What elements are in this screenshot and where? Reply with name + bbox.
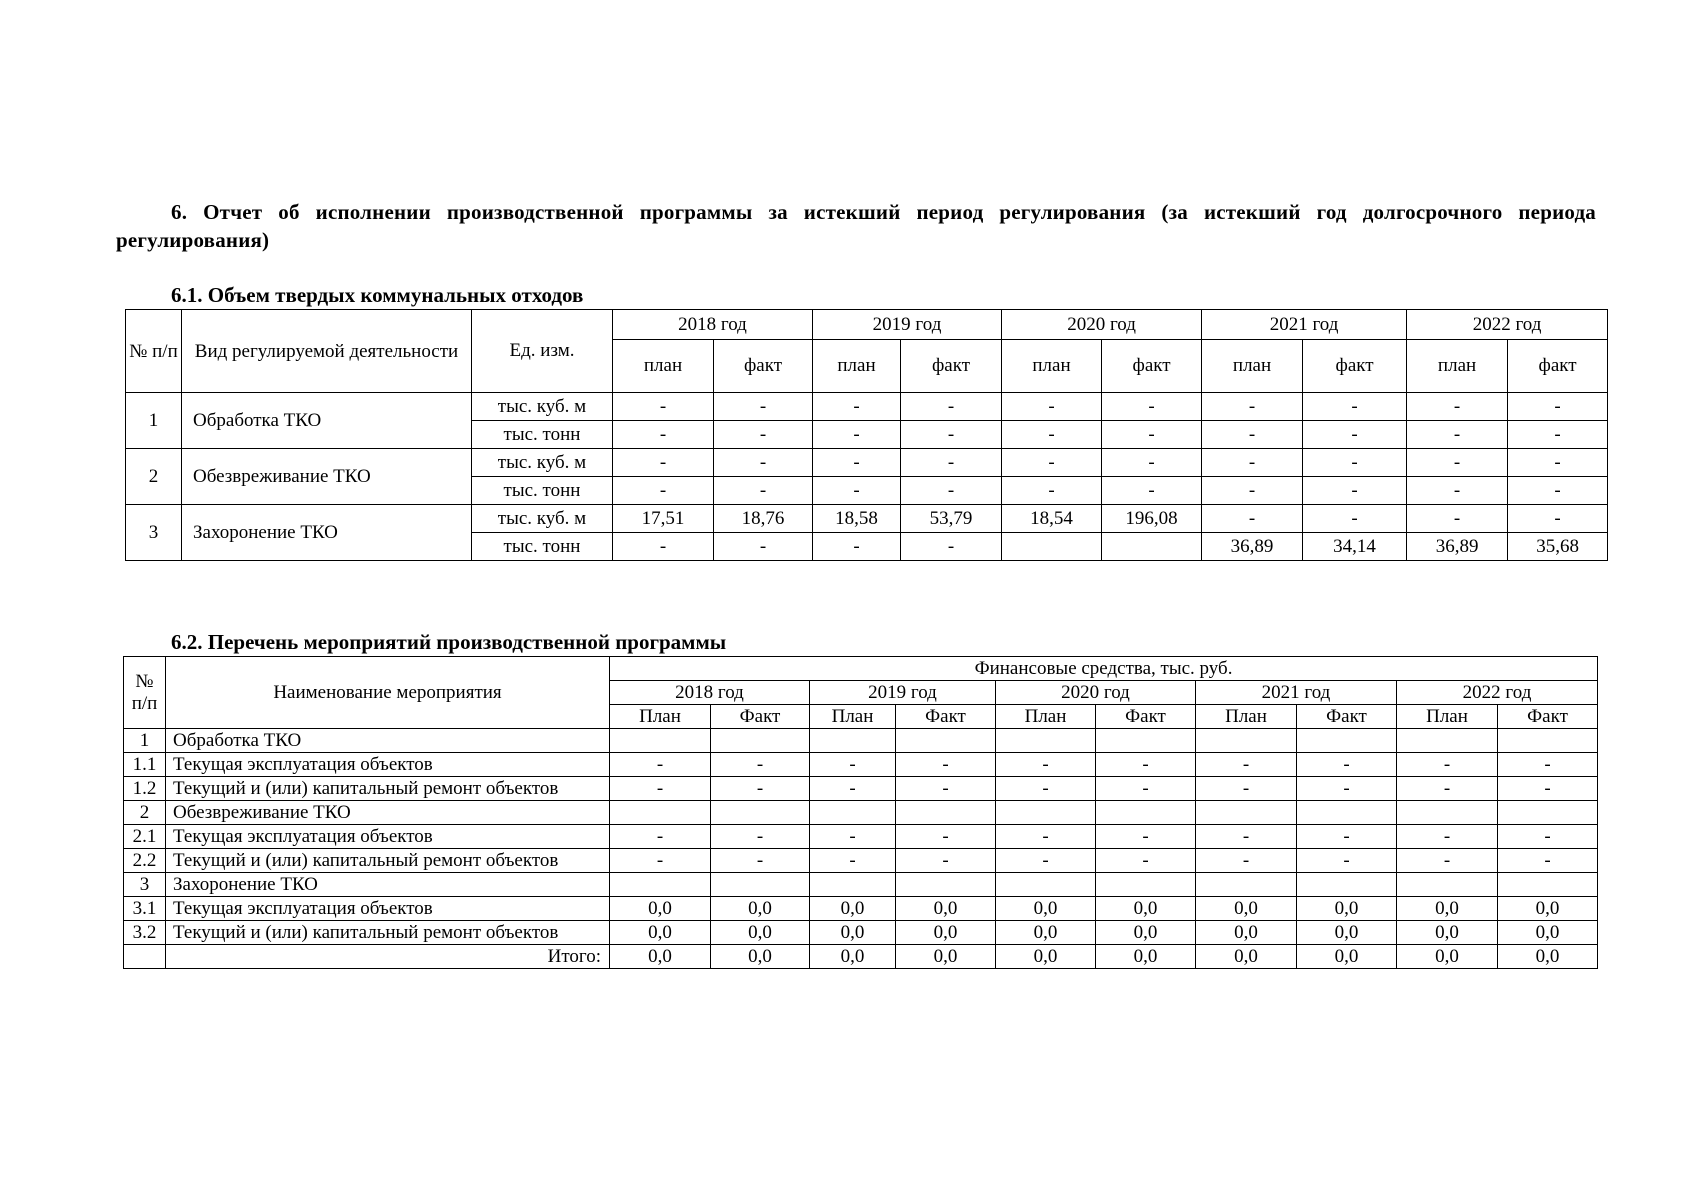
row-name: Текущая эксплуатация объектов (166, 753, 610, 777)
row-name: Обезвреживание ТКО (166, 801, 610, 825)
value-cell: 0,0 (711, 897, 810, 921)
header-plan: План (1397, 705, 1498, 729)
total-label: Итого: (166, 945, 610, 969)
value-cell (810, 729, 896, 753)
header-year-2022: 2022 год (1397, 681, 1598, 705)
value-cell: - (996, 825, 1096, 849)
value-cell: 0,0 (996, 897, 1096, 921)
value-cell: - (1397, 849, 1498, 873)
row-num: 1 (124, 729, 166, 753)
total-value-cell: 0,0 (1498, 945, 1598, 969)
row-name: Текущая эксплуатация объектов (166, 897, 610, 921)
header-year-2018: 2018 год (613, 310, 813, 340)
value-cell: - (1202, 393, 1303, 421)
value-cell: - (1096, 753, 1196, 777)
value-cell: - (1498, 777, 1598, 801)
row-name: Текущий и (или) капитальный ремонт объектов (166, 921, 610, 945)
row-name: Обработка ТКО (166, 729, 610, 753)
value-cell: - (1297, 777, 1397, 801)
table-row (126, 505, 1608, 533)
value-cell (1096, 729, 1196, 753)
value-cell: - (1096, 849, 1196, 873)
value-cell: - (996, 777, 1096, 801)
value-cell (896, 873, 996, 897)
row-num: 1.1 (124, 753, 166, 777)
value-cell: - (1498, 849, 1598, 873)
value-cell (810, 801, 896, 825)
value-cell: - (1508, 421, 1608, 449)
value-cell: - (1196, 753, 1297, 777)
value-cell: - (901, 477, 1002, 505)
table-row (124, 753, 1598, 777)
value-cell: 18,58 (813, 505, 901, 533)
header-year-2019: 2019 год (810, 681, 996, 705)
value-cell: 0,0 (896, 897, 996, 921)
header-fact: Факт (711, 705, 810, 729)
value-cell: 0,0 (1498, 921, 1598, 945)
row-num: 3 (124, 873, 166, 897)
section-title-activities: 6.2. Перечень мероприятий производственной программы (171, 630, 727, 654)
value-cell (610, 801, 711, 825)
value-cell (1002, 533, 1102, 561)
value-cell: - (1002, 477, 1102, 505)
row-activity: Обработка ТКО (182, 393, 472, 449)
total-value-cell: 0,0 (810, 945, 896, 969)
header-year-2022: 2022 год (1407, 310, 1608, 340)
value-cell: 0,0 (1397, 897, 1498, 921)
value-cell: 0,0 (996, 921, 1096, 945)
value-cell: - (813, 393, 901, 421)
value-cell: 18,54 (1002, 505, 1102, 533)
value-cell: 0,0 (1196, 897, 1297, 921)
header-year-2021: 2021 год (1196, 681, 1397, 705)
value-cell: - (813, 533, 901, 561)
row-num: 2.2 (124, 849, 166, 873)
value-cell: - (711, 825, 810, 849)
value-cell: - (996, 849, 1096, 873)
heading-text: 6. Отчет об исполнении производственной программы за истекший период регулирования (за истекший год долгосрочного периода регулирования) (116, 200, 1596, 252)
header-num: № п/п (126, 310, 182, 393)
value-cell: - (1102, 449, 1202, 477)
table-row (124, 873, 1598, 897)
total-value-cell: 0,0 (1297, 945, 1397, 969)
value-cell: - (1303, 393, 1407, 421)
header-plan: план (813, 340, 901, 393)
total-value-cell: 0,0 (1096, 945, 1196, 969)
row-num: 1 (126, 393, 182, 449)
header-plan: план (1002, 340, 1102, 393)
row-num: 3.1 (124, 897, 166, 921)
value-cell (996, 873, 1096, 897)
value-cell (1498, 873, 1598, 897)
value-cell: - (810, 825, 896, 849)
value-cell: - (813, 449, 901, 477)
header-year-2020: 2020 год (1002, 310, 1202, 340)
row-unit: тыс. куб. м (472, 449, 613, 477)
header-plan: План (1196, 705, 1297, 729)
header-fact: Факт (1498, 705, 1598, 729)
row-activity: Обезвреживание ТКО (182, 449, 472, 505)
value-cell: - (813, 477, 901, 505)
value-cell: - (896, 849, 996, 873)
value-cell: - (613, 421, 714, 449)
value-cell: - (1508, 477, 1608, 505)
value-cell: - (901, 533, 1002, 561)
section-title-waste-volume: 6.1. Объем твердых коммунальных отходов (171, 283, 584, 307)
value-cell: - (1202, 477, 1303, 505)
value-cell: - (1407, 477, 1508, 505)
value-cell (1297, 873, 1397, 897)
header-year-2020: 2020 год (996, 681, 1196, 705)
total-value-cell: 0,0 (711, 945, 810, 969)
value-cell: 0,0 (1096, 897, 1196, 921)
value-cell: 53,79 (901, 505, 1002, 533)
value-cell: 0,0 (1297, 897, 1397, 921)
value-cell: - (1196, 825, 1297, 849)
row-num: 1.2 (124, 777, 166, 801)
row-unit: тыс. тонн (472, 533, 613, 561)
value-cell (1397, 801, 1498, 825)
value-cell: - (901, 449, 1002, 477)
value-cell: 17,51 (613, 505, 714, 533)
value-cell: - (1297, 849, 1397, 873)
total-value-cell: 0,0 (610, 945, 711, 969)
value-cell: - (714, 449, 813, 477)
value-cell: - (711, 777, 810, 801)
value-cell: - (896, 825, 996, 849)
header-fact: факт (1303, 340, 1407, 393)
waste-volume-table (125, 309, 1608, 561)
header-plan: План (810, 705, 896, 729)
activities-table (123, 656, 1598, 969)
table-row (124, 729, 1598, 753)
value-cell: - (896, 753, 996, 777)
value-cell (1397, 729, 1498, 753)
value-cell (1297, 801, 1397, 825)
value-cell: - (1002, 421, 1102, 449)
value-cell: - (610, 849, 711, 873)
value-cell: 36,89 (1202, 533, 1303, 561)
table-row (124, 921, 1598, 945)
value-cell: 0,0 (810, 921, 896, 945)
value-cell: - (1407, 449, 1508, 477)
value-cell: - (1196, 849, 1297, 873)
value-cell: - (714, 533, 813, 561)
table-row (126, 393, 1608, 421)
value-cell (610, 873, 711, 897)
table-row (124, 777, 1598, 801)
header-fact: факт (1102, 340, 1202, 393)
header-fact: факт (714, 340, 813, 393)
table-row (124, 897, 1598, 921)
value-cell: - (610, 777, 711, 801)
header-year-2018: 2018 год (610, 681, 810, 705)
value-cell (996, 801, 1096, 825)
value-cell: 0,0 (711, 921, 810, 945)
value-cell: 0,0 (610, 897, 711, 921)
table-row (124, 849, 1598, 873)
header-plan: план (1202, 340, 1303, 393)
row-num: 2 (124, 801, 166, 825)
value-cell: 0,0 (810, 897, 896, 921)
value-cell: - (1397, 777, 1498, 801)
value-cell: - (613, 393, 714, 421)
header-plan: план (613, 340, 714, 393)
value-cell: - (714, 393, 813, 421)
value-cell: - (1498, 825, 1598, 849)
value-cell (610, 729, 711, 753)
value-cell: - (1303, 477, 1407, 505)
value-cell: 0,0 (1397, 921, 1498, 945)
value-cell: - (610, 753, 711, 777)
header-plan: План (996, 705, 1096, 729)
value-cell: - (1297, 825, 1397, 849)
value-cell: - (1002, 393, 1102, 421)
value-cell: - (810, 849, 896, 873)
row-num: 3.2 (124, 921, 166, 945)
row-name: Захоронение ТКО (166, 873, 610, 897)
table-header-row (124, 657, 1598, 681)
header-fact: Факт (1297, 705, 1397, 729)
header-fact: Факт (896, 705, 996, 729)
value-cell (1498, 729, 1598, 753)
row-activity: Захоронение ТКО (182, 505, 472, 561)
header-finance: Финансовые средства, тыс. руб. (610, 657, 1598, 681)
value-cell: - (1508, 449, 1608, 477)
header-year-2019: 2019 год (813, 310, 1002, 340)
value-cell (1102, 533, 1202, 561)
header-activity: Вид регулируемой деятельности (182, 310, 472, 393)
table-row (124, 801, 1598, 825)
value-cell: 34,14 (1303, 533, 1407, 561)
header-num: № п/п (124, 657, 166, 729)
value-cell: - (813, 421, 901, 449)
total-num-empty (124, 945, 166, 969)
value-cell: 36,89 (1407, 533, 1508, 561)
value-cell: - (1297, 753, 1397, 777)
value-cell: - (1096, 825, 1196, 849)
value-cell: - (613, 477, 714, 505)
value-cell: 0,0 (896, 921, 996, 945)
value-cell: - (1002, 449, 1102, 477)
value-cell: - (810, 777, 896, 801)
value-cell: - (1397, 825, 1498, 849)
value-cell: - (1508, 505, 1608, 533)
table-header-row (126, 310, 1608, 340)
value-cell: - (1102, 393, 1202, 421)
row-unit: тыс. куб. м (472, 505, 613, 533)
value-cell: - (714, 477, 813, 505)
value-cell (896, 729, 996, 753)
row-num: 2 (126, 449, 182, 505)
value-cell (1498, 801, 1598, 825)
value-cell: - (1407, 393, 1508, 421)
value-cell: 0,0 (1297, 921, 1397, 945)
row-unit: тыс. тонн (472, 477, 613, 505)
value-cell: - (1498, 753, 1598, 777)
header-fact: факт (1508, 340, 1608, 393)
value-cell: 0,0 (610, 921, 711, 945)
value-cell: 0,0 (1096, 921, 1196, 945)
value-cell (711, 801, 810, 825)
value-cell: - (711, 849, 810, 873)
value-cell (1096, 801, 1196, 825)
total-value-cell: 0,0 (996, 945, 1096, 969)
report-heading (116, 198, 1596, 254)
header-fact: Факт (1096, 705, 1196, 729)
value-cell (1397, 873, 1498, 897)
value-cell: - (714, 421, 813, 449)
value-cell: - (1407, 421, 1508, 449)
value-cell: 18,76 (714, 505, 813, 533)
value-cell: - (1303, 505, 1407, 533)
value-cell (1096, 873, 1196, 897)
row-num: 2.1 (124, 825, 166, 849)
value-cell: - (1102, 477, 1202, 505)
value-cell: - (1407, 505, 1508, 533)
value-cell: - (1102, 421, 1202, 449)
value-cell: - (1202, 505, 1303, 533)
header-fact: факт (901, 340, 1002, 393)
total-value-cell: 0,0 (1397, 945, 1498, 969)
row-name: Текущая эксплуатация объектов (166, 825, 610, 849)
table-row (124, 825, 1598, 849)
total-value-cell: 0,0 (896, 945, 996, 969)
header-plan: План (610, 705, 711, 729)
value-cell (1196, 873, 1297, 897)
header-year-2021: 2021 год (1202, 310, 1407, 340)
value-cell: - (1303, 449, 1407, 477)
value-cell: - (901, 421, 1002, 449)
value-cell: - (711, 753, 810, 777)
value-cell: - (901, 393, 1002, 421)
waste-volume-table-body (126, 310, 1608, 561)
value-cell (711, 873, 810, 897)
value-cell (996, 729, 1096, 753)
value-cell (1297, 729, 1397, 753)
value-cell: - (1196, 777, 1297, 801)
value-cell (1196, 729, 1297, 753)
value-cell: 35,68 (1508, 533, 1608, 561)
value-cell: - (610, 825, 711, 849)
value-cell: - (1202, 421, 1303, 449)
row-unit: тыс. куб. м (472, 393, 613, 421)
value-cell: - (1508, 393, 1608, 421)
value-cell (810, 873, 896, 897)
value-cell: 0,0 (1498, 897, 1598, 921)
value-cell: - (996, 753, 1096, 777)
activities-table-body (124, 657, 1598, 969)
value-cell: - (896, 777, 996, 801)
header-unit: Ед. изм. (472, 310, 613, 393)
total-row (124, 945, 1598, 969)
value-cell: - (1397, 753, 1498, 777)
value-cell: - (810, 753, 896, 777)
table-row (126, 449, 1608, 477)
value-cell: - (1202, 449, 1303, 477)
row-unit: тыс. тонн (472, 421, 613, 449)
row-num: 3 (126, 505, 182, 561)
row-name: Текущий и (или) капитальный ремонт объектов (166, 777, 610, 801)
value-cell: 0,0 (1196, 921, 1297, 945)
value-cell: - (1096, 777, 1196, 801)
value-cell: - (613, 449, 714, 477)
row-name: Текущий и (или) капитальный ремонт объектов (166, 849, 610, 873)
value-cell (1196, 801, 1297, 825)
value-cell: - (613, 533, 714, 561)
header-plan: план (1407, 340, 1508, 393)
header-name: Наименование мероприятия (166, 657, 610, 729)
value-cell (711, 729, 810, 753)
value-cell: - (1303, 421, 1407, 449)
total-value-cell: 0,0 (1196, 945, 1297, 969)
value-cell (896, 801, 996, 825)
value-cell: 196,08 (1102, 505, 1202, 533)
